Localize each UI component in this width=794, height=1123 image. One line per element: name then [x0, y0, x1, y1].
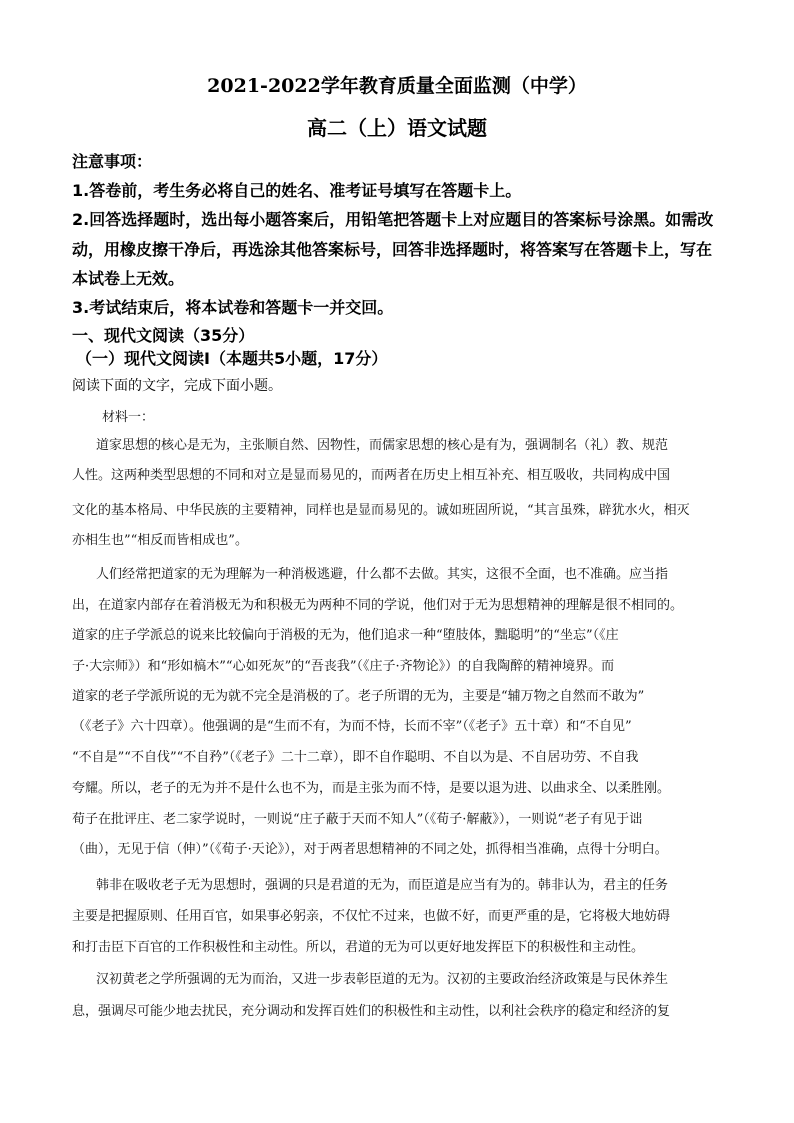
- passage-line: （曲），无见于信（伸）”（《荀子·天论》），对于两者思想精神的不同之处，抓得相当准确，点得十分明白。: [72, 842, 668, 857]
- notice-line: 动，用橡皮擦干净后，再选涂其他答案标号，回答非选择题时，将答案写在答题卡上，写在: [72, 240, 713, 259]
- notice-heading: 注意事项：: [72, 152, 153, 171]
- notice-line: 2.回答选择题时，选出每小题答案后，用铅笔把答题卡上对应题目的答案标号涂黑。如需改: [72, 210, 714, 229]
- exam-title: 2021-2022学年教育质量全面监测（中学）: [207, 75, 587, 97]
- material-label: 材料一：: [102, 410, 155, 425]
- notice-line: 3.考试结束后，将本试卷和答题卡一并交回。: [72, 298, 394, 317]
- passage-line: 道家的老子学派所说的无为就不完全是消极的了。老子所谓的无为，主要是“辅万物之自然而不敢为”: [72, 689, 645, 704]
- passage-line: 文化的基本格局、中华民族的主要精神，同样也是显而易见的。诚如班固所说，“其言虽殊，辟犹水火，相灭: [72, 503, 690, 518]
- exam-subtitle: 高二（上）语文试题: [307, 116, 487, 140]
- passage-line: 人性。这两种类型思想的不同和对立是显而易见的，而两者在历史上相互补充、相互吸收，共同构成中国: [72, 468, 671, 483]
- passage-line: 韩非在吸收老子无为思想时，强调的只是君道的无为，而臣道是应当有为的。韩非认为，君主的任务: [96, 878, 669, 893]
- passage-line: （《老子》六十四章）。他强调的是“生而不有，为而不恃，长而不宰”（《老子》五十章）和“不自见”: [72, 719, 632, 734]
- instruction-text: 阅读下面的文字，完成下面小题。: [72, 378, 282, 394]
- passage-line: 荀子在批评庄、老二家学说时，一则说“庄子蔽于天而不知人”（《荀子·解蔽》），一则说“老子有见于诎: [72, 812, 643, 827]
- passage-line: 道家的庄子学派总的说来比较偏向于消极的无为，他们追求一种“堕肢体，黜聪明”的“坐忘”（《庄: [72, 628, 619, 643]
- passage-line: 出，在道家内部存在着消极无为和积极无为两种不同的学说，他们对于无为思想精神的理解是很不相同的。: [72, 598, 684, 613]
- subsection-heading: （一）现代文阅读Ⅰ（本题共5小题，17分）: [76, 349, 388, 368]
- notice-line: 本试卷上无效。: [72, 269, 185, 288]
- passage-line: 主要是把握原则、任用百官，如果事必躬亲，不仅忙不过来，也做不好，而更严重的是，它将极大地妨碍: [72, 909, 671, 924]
- passage-line: 子·大宗师》）和“形如槁木”“心如死灰”的“吾丧我”（《庄子·齐物论》）的自我陶醉的精神境界。而: [72, 659, 615, 674]
- passage-line: 汉初黄老之学所强调的无为而治，又进一步表彰臣道的无为。汉初的主要政治经济政策是与民休养生: [96, 972, 669, 987]
- passage-line: 亦相生也”“相反而皆相成也”。: [72, 533, 248, 548]
- passage-line: 夸耀。所以，老子的无为并不是什么也不为，而是主张为而不恃，是要以退为进、以曲求全、以柔胜刚。: [72, 781, 671, 796]
- passage-line: 息，强调尽可能少地去扰民，充分调动和发挥百姓们的积极性和主动性，以利社会秩序的稳定和经济的复: [72, 1004, 671, 1019]
- passage-line: 和打击臣下百官的工作积极性和主动性。所以，君道的无为可以更好地发挥臣下的积极性和主动性。: [72, 940, 645, 955]
- section-heading: 一、现代文阅读（35分）: [72, 326, 255, 345]
- passage-line: 道家思想的核心是无为，主张顺自然、因物性，而儒家思想的核心是有为，强调制名（礼）教、规范: [96, 438, 669, 453]
- notice-line: 1.答卷前，考生务必将自己的姓名、准考证号填写在答题卡上。: [72, 181, 522, 200]
- passage-line: 人们经常把道家的无为理解为一种消极逃避，什么都不去做。其实，这很不全面，也不准确。应当指: [96, 567, 669, 582]
- passage-line: “不自是”“不自伐”“不自矜”（《老子》二十二章），即不自作聪明、不自以为是、不自居功劳、不自我: [72, 750, 639, 765]
